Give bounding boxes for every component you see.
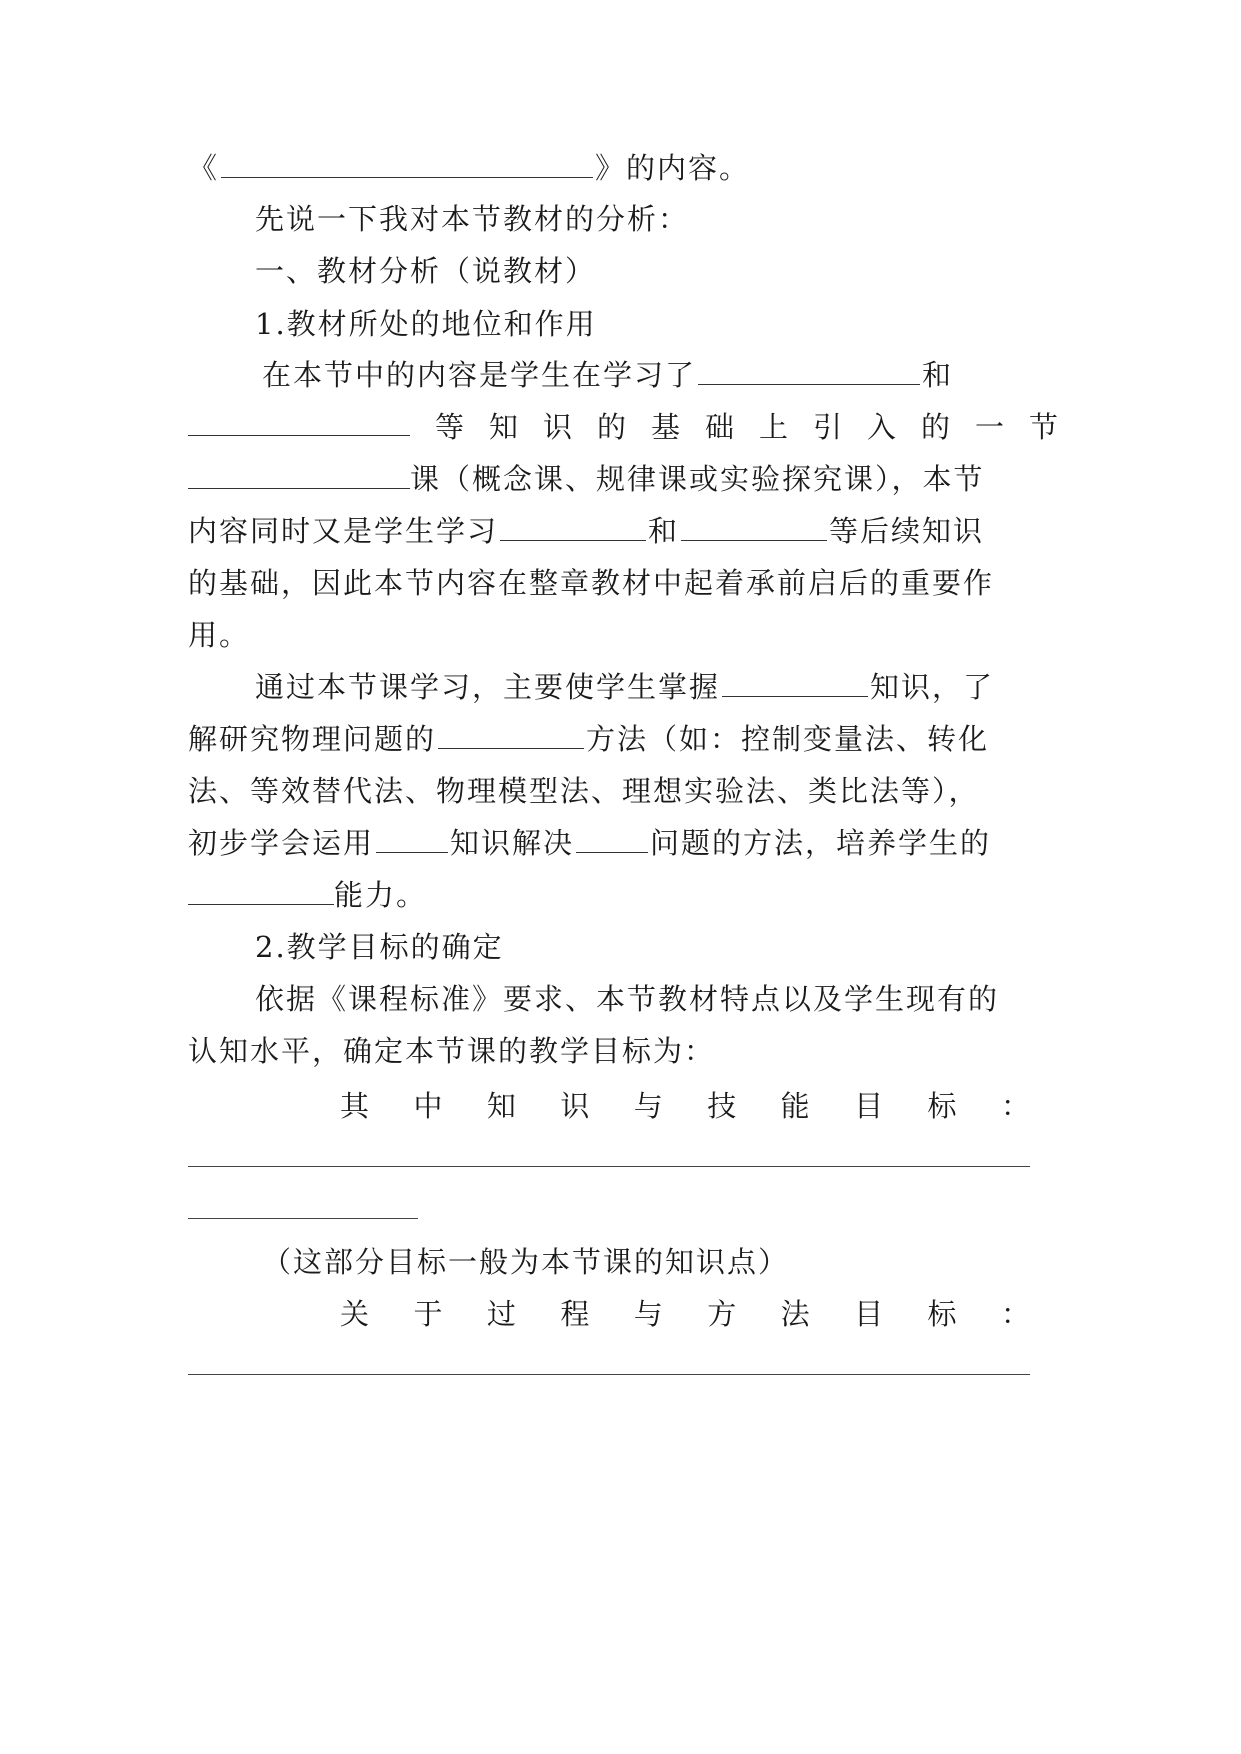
- subheading-1: 1.教材所处的地位和作用: [255, 307, 597, 341]
- text-char: 知: [488, 410, 518, 444]
- paragraph-position-line-2: [188, 405, 1058, 449]
- paragraph-position-line-3: [188, 457, 1058, 501]
- text-char: 上: [758, 410, 788, 444]
- knowledge-skills-objective-label: [340, 1084, 1030, 1128]
- text-char: 过: [486, 1297, 516, 1331]
- text-char: 等: [434, 410, 464, 444]
- text-segment: 问题的方法，培养学生的: [650, 826, 992, 860]
- process-method-blank-line[interactable]: [188, 1374, 1030, 1375]
- apply-knowledge-blank[interactable]: [376, 822, 448, 853]
- text-char: 识: [542, 410, 572, 444]
- ability-blank[interactable]: [188, 874, 334, 905]
- course-title-blank[interactable]: [221, 147, 593, 178]
- text-segment: 内容同时又是学生学习: [188, 514, 499, 548]
- knowledge-skills-blank-line-1[interactable]: [188, 1166, 1030, 1167]
- text-segment: 初步学会运用: [188, 826, 375, 860]
- text-char: 关: [340, 1297, 370, 1331]
- solve-problem-blank[interactable]: [576, 822, 648, 853]
- text-char: 程: [560, 1297, 590, 1331]
- paragraph-goals-line-4: [188, 821, 1058, 865]
- text-char: 入: [866, 410, 896, 444]
- prior-knowledge-blank-1[interactable]: [698, 354, 920, 385]
- text-char: 的: [920, 410, 950, 444]
- course-title-line: [188, 146, 1058, 190]
- text-segment: 知识，了: [870, 670, 995, 704]
- objectives-intro-line-1: 依据《课程标准》要求、本节教材特点以及学生现有的: [255, 982, 1000, 1016]
- follow-up-blank-2[interactable]: [681, 510, 827, 541]
- paragraph-position-line-5: 的基础，因此本节内容在整章教材中起着承前启后的重要作: [188, 566, 995, 600]
- research-method-blank[interactable]: [438, 718, 584, 749]
- text-segment: 解研究物理问题的: [188, 722, 437, 756]
- text-char: 标: [927, 1089, 957, 1123]
- knowledge-note: （这部分目标一般为本节课的知识点）: [262, 1245, 790, 1279]
- text-char: 与: [633, 1297, 663, 1331]
- text-segment: 通过本节课学习，主要使学生掌握: [255, 670, 721, 704]
- text-char: 础: [704, 410, 734, 444]
- text-segment: 能力。: [334, 878, 428, 912]
- text-char: 目: [854, 1297, 884, 1331]
- text-segment: 和: [648, 514, 680, 548]
- text-char: 法: [780, 1297, 810, 1331]
- text-char: ：: [1000, 1297, 1030, 1331]
- text-char: 知: [486, 1089, 516, 1123]
- text-segment: 课（概念课、规律课或实验探究课），本节: [410, 462, 985, 496]
- paragraph-position-line-6: 用。: [188, 618, 251, 652]
- text-char: 识: [560, 1089, 590, 1123]
- text-char: 其: [340, 1089, 370, 1123]
- paragraph-position-line-4: [188, 509, 1058, 553]
- text-char: 标: [927, 1297, 957, 1331]
- follow-up-blank-1[interactable]: [500, 510, 646, 541]
- text-segment: 和: [922, 358, 954, 392]
- subheading-2: 2.教学目标的确定: [255, 930, 504, 964]
- objectives-intro-line-2: 认知水平，确定本节课的教学目标为：: [188, 1034, 716, 1068]
- paragraph-goals-line-2: [188, 717, 1058, 761]
- text-char: 一: [974, 410, 1004, 444]
- text-char: 与: [633, 1089, 663, 1123]
- paragraph-goals-line-3: 法、等效替代法、物理模型法、理想实验法、类比法等），: [188, 774, 980, 808]
- text-char: 目: [854, 1089, 884, 1123]
- paragraph-position-line-1: [262, 353, 1132, 397]
- text-char: 引: [812, 410, 842, 444]
- master-knowledge-blank[interactable]: [722, 666, 868, 697]
- paragraph-goals-line-5: [188, 873, 1058, 917]
- title-close-text: 》的内容。: [595, 151, 751, 185]
- text-segment: 等后续知识: [829, 514, 985, 548]
- text-char: 基: [650, 410, 680, 444]
- prior-knowledge-blank-2[interactable]: [188, 405, 410, 436]
- text-char: 方: [707, 1297, 737, 1331]
- text-char: 技: [707, 1089, 737, 1123]
- text-char: 能: [780, 1089, 810, 1123]
- text-char: 于: [413, 1297, 443, 1331]
- intro-sentence: 先说一下我对本节教材的分析：: [255, 202, 690, 236]
- text-char: ：: [1000, 1089, 1030, 1123]
- title-open-bracket: 《: [188, 151, 220, 185]
- text-segment: 在本节中的内容是学生在学习了: [262, 358, 697, 392]
- process-method-objective-label: [340, 1292, 1030, 1336]
- lesson-type-blank[interactable]: [188, 458, 410, 489]
- text-char: 节: [1028, 410, 1058, 444]
- text-segment: 知识解决: [450, 826, 575, 860]
- knowledge-skills-blank-line-2[interactable]: [188, 1218, 418, 1219]
- text-char: 中: [413, 1089, 443, 1123]
- text-segment: 方法（如：控制变量法、转化: [586, 722, 990, 756]
- paragraph-goals-line-1: [255, 665, 1125, 709]
- section-heading-1: 一、教材分析（说教材）: [255, 254, 597, 288]
- text-char: 的: [596, 410, 626, 444]
